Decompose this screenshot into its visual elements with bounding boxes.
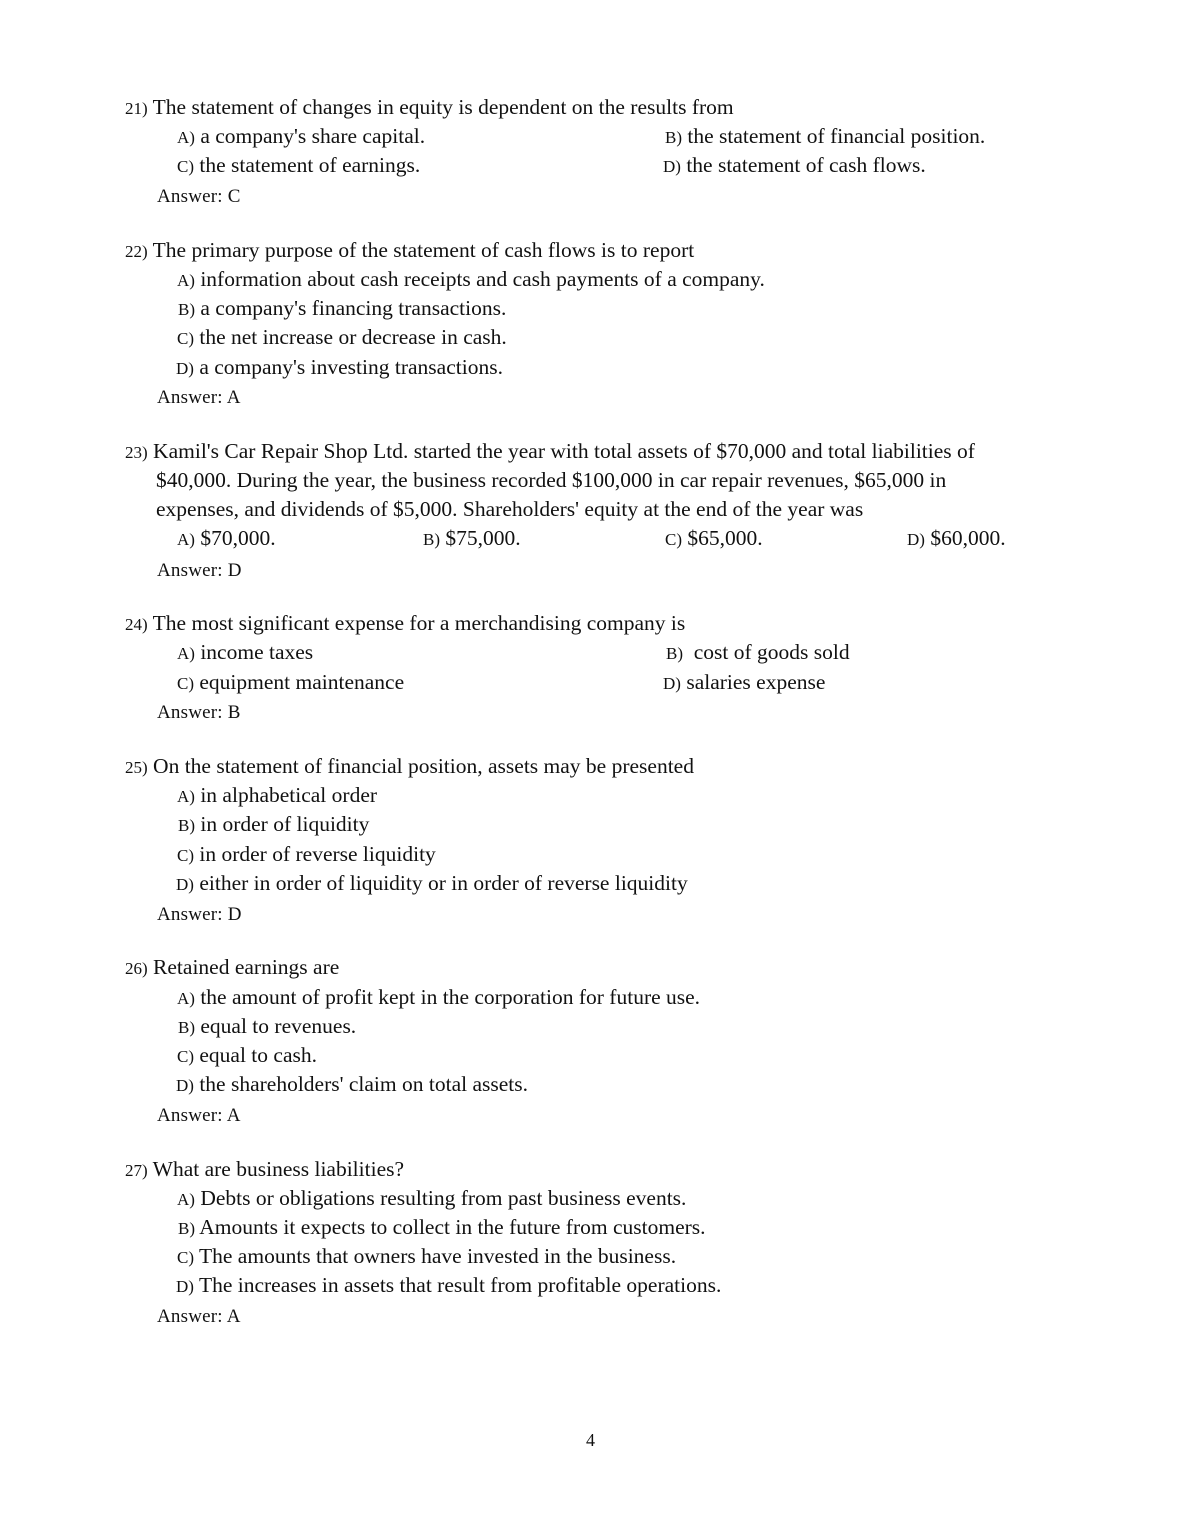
answer-prefix: Answer: [157, 186, 223, 207]
stem-text: Retained earnings are [153, 955, 340, 979]
stem-text: What are business liabilities? [152, 1157, 405, 1181]
option-c [177, 323, 507, 353]
answer-line [157, 1305, 241, 1329]
option-d [176, 869, 688, 899]
answer-prefix: Answer: [157, 1105, 223, 1126]
question-number: 27) [125, 1161, 148, 1180]
answer-prefix: Answer: [157, 702, 223, 723]
answer-line [157, 386, 241, 410]
answer-value: C [227, 186, 241, 207]
option-text: the shareholders' claim on total assets. [199, 1072, 529, 1096]
option-b [178, 294, 506, 324]
stem-continuation: $40,000. During the year, the business recorded $100,000 in car repair revenues, $65,000 in [156, 468, 947, 492]
option-a [177, 638, 313, 668]
option-label: A) [177, 644, 195, 663]
option-b [178, 810, 369, 840]
option-text: a company's investing transactions. [199, 355, 503, 379]
option-text: $60,000. [930, 526, 1006, 550]
option-label: C) [177, 846, 194, 865]
option-label: A) [177, 787, 195, 806]
option-label: D) [176, 1277, 194, 1296]
page-number: 4 [586, 1430, 595, 1450]
option-text: cost of goods sold [693, 640, 850, 664]
option-d [176, 1070, 528, 1100]
option-label: A) [177, 530, 195, 549]
option-a [177, 524, 276, 554]
option-d [663, 151, 926, 181]
option-a [177, 265, 765, 295]
option-c [177, 1242, 676, 1272]
option-text: a company's share capital. [200, 124, 426, 148]
option-a [177, 983, 700, 1013]
stem-text: The most significant expense for a merchandising company is [152, 611, 686, 635]
option-label: C) [177, 674, 194, 693]
option-a [177, 781, 377, 811]
option-label: B) [178, 1018, 195, 1037]
option-text: in order of reverse liquidity [199, 842, 436, 866]
question-number: 26) [125, 959, 148, 978]
option-text: information about cash receipts and cash payments of a company. [200, 267, 765, 291]
option-text: either in order of liquidity or in order of reverse liquidity [199, 871, 688, 895]
answer-prefix: Answer: [157, 560, 223, 581]
option-text: equal to revenues. [200, 1014, 357, 1038]
question-stem [125, 609, 685, 639]
option-text: $75,000. [445, 526, 521, 550]
answer-value: D [227, 904, 242, 925]
option-text: income taxes [200, 640, 314, 664]
answer-line [157, 903, 242, 927]
answer-line [157, 185, 241, 209]
option-c [177, 1041, 317, 1071]
option-c [665, 524, 763, 554]
option-label: C) [665, 530, 682, 549]
option-text: equal to cash. [199, 1043, 317, 1067]
answer-prefix: Answer: [157, 904, 223, 925]
option-b [666, 638, 850, 668]
option-text: $65,000. [687, 526, 763, 550]
option-label: D) [176, 359, 194, 378]
option-text: the net increase or decrease in cash. [199, 325, 507, 349]
option-label: B) [423, 530, 440, 549]
option-label: A) [177, 989, 195, 1008]
stem-text: On the statement of financial position, assets may be presented [153, 754, 694, 778]
question-number: 24) [125, 615, 148, 634]
option-text: equipment maintenance [199, 670, 405, 694]
option-b [423, 524, 521, 554]
option-label: D) [907, 530, 925, 549]
answer-value: A [226, 387, 241, 408]
question-stem [125, 93, 734, 123]
option-a [177, 122, 425, 152]
answer-value: B [227, 702, 241, 723]
question-number: 21) [125, 99, 148, 118]
option-label: A) [177, 271, 195, 290]
option-c [177, 668, 404, 698]
option-d [663, 668, 825, 698]
option-label: B) [178, 300, 195, 319]
question-stem [125, 1155, 404, 1185]
option-b [665, 122, 985, 152]
option-label: B) [665, 128, 682, 147]
option-b [178, 1012, 356, 1042]
option-label: B) [178, 816, 195, 835]
question-stem [125, 236, 694, 266]
answer-line [157, 559, 242, 583]
stem-text: The primary purpose of the statement of cash flows is to report [152, 238, 695, 262]
answer-prefix: Answer: [157, 387, 223, 408]
option-text: the amount of profit kept in the corporation for future use. [200, 985, 701, 1009]
option-d [176, 353, 503, 383]
option-label: D) [663, 157, 681, 176]
answer-line [157, 701, 241, 725]
option-text: a company's financing transactions. [200, 296, 507, 320]
option-text: the statement of cash flows. [686, 153, 926, 177]
option-label: D) [176, 1076, 194, 1095]
option-text: $70,000. [200, 526, 276, 550]
option-label: B) [666, 644, 683, 663]
option-label: C) [177, 1248, 194, 1267]
option-text: Amounts it expects to collect in the future from customers. [199, 1215, 706, 1239]
option-label: D) [663, 674, 681, 693]
option-label: C) [177, 1047, 194, 1066]
question-stem [125, 437, 975, 467]
option-label: C) [177, 329, 194, 348]
option-text: Debts or obligations resulting from past business events. [200, 1186, 687, 1210]
option-text: in order of liquidity [200, 812, 370, 836]
answer-value: A [226, 1105, 241, 1126]
stem-continuation: expenses, and dividends of $5,000. Shareholders' equity at the end of the year was [156, 497, 864, 521]
question-number: 23) [125, 443, 148, 462]
option-text: The increases in assets that result from profitable operations. [198, 1273, 722, 1297]
option-d [907, 524, 1006, 554]
option-label: B) [178, 1219, 195, 1238]
option-text: The amounts that owners have invested in the business. [199, 1244, 677, 1268]
question-number: 22) [125, 242, 148, 261]
option-c [177, 151, 420, 181]
option-text: the statement of financial position. [687, 124, 986, 148]
option-b [178, 1213, 706, 1243]
option-a [177, 1184, 686, 1214]
answer-line [157, 1104, 241, 1128]
option-label: D) [176, 875, 194, 894]
option-label: C) [177, 157, 194, 176]
stem-text: The statement of changes in equity is dependent on the results from [152, 95, 734, 119]
question-number: 25) [125, 758, 148, 777]
option-c [177, 840, 436, 870]
answer-prefix: Answer: [157, 1306, 223, 1327]
option-d [176, 1271, 721, 1301]
option-text: salaries expense [686, 670, 826, 694]
answer-value: A [226, 1306, 241, 1327]
answer-value: D [227, 560, 242, 581]
option-text: in alphabetical order [200, 783, 378, 807]
option-label: A) [177, 1190, 195, 1209]
question-stem [125, 752, 694, 782]
question-stem [125, 953, 339, 983]
stem-text: Kamil's Car Repair Shop Ltd. started the year with total assets of $70,000 and total liabilities of [153, 439, 975, 463]
option-text: the statement of earnings. [199, 153, 421, 177]
option-label: A) [177, 128, 195, 147]
